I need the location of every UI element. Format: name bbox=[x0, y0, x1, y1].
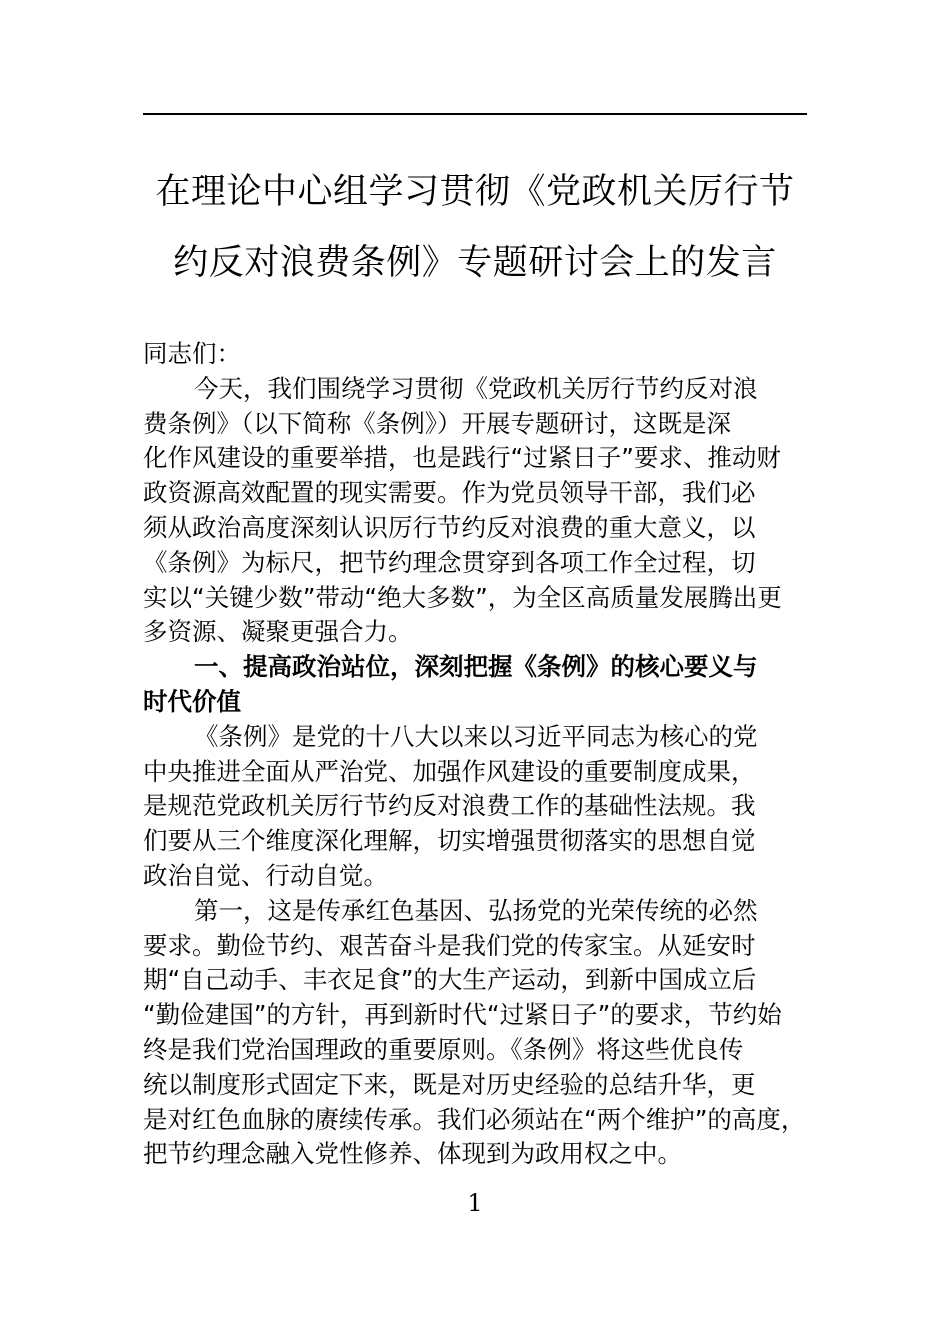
body-text-line: 《条例》是党的十八大以来以习近平同志为核心的党 bbox=[194, 721, 758, 751]
body-text-line: 期“自己动手、丰衣足食”的大生产运动，到新中国成立后 bbox=[143, 965, 757, 995]
body-text-line: 第一，这是传承红色基因、弘扬党的光荣传统的必然 bbox=[194, 895, 758, 925]
body-text-line: 把节约理念融入党性修养、体现到为政用权之中。 bbox=[143, 1139, 682, 1169]
body-text-line: 是规范党政机关厉行节约反对浪费工作的基础性法规。我 bbox=[143, 791, 756, 821]
body-text-line: 要求。勤俭节约、艰苦奋斗是我们党的传家宝。从延安时 bbox=[143, 930, 756, 960]
document-title-line-2: 约反对浪费条例》专题研讨会上的发言 bbox=[173, 243, 777, 283]
body-text-line: 政治自觉、行动自觉。 bbox=[143, 861, 388, 890]
body-text-line: 中央推进全面从严治党、加强作风建设的重要制度成果， bbox=[143, 756, 756, 786]
body-text-line: 费条例》（以下简称《条例》）开展专题研讨，这既是深 bbox=[143, 408, 731, 438]
body-text-line: “勤俭建国”的方针，再到新时代“过紧日子”的要求，节约始 bbox=[143, 1000, 782, 1030]
body-text-line: 今天，我们围绕学习贯彻《党政机关厉行节约反对浪 bbox=[194, 373, 758, 403]
body-text-line: 是对红色血脉的赓续传承。我们必须站在“两个维护”的高度， bbox=[143, 1104, 806, 1134]
section-heading-line: 一、提高政治站位，深刻把握《条例》的核心要义与 bbox=[194, 652, 758, 682]
section-heading-line: 时代价值 bbox=[143, 687, 241, 716]
body-text-line: 同志们： bbox=[143, 339, 241, 368]
body-text-line: 《条例》为标尺，把节约理念贯穿到各项工作全过程，切 bbox=[143, 547, 756, 577]
body-text-line: 须从政治高度深刻认识厉行节约反对浪费的重大意义，以 bbox=[143, 513, 756, 542]
body-text-line: 实以“关键少数”带动“绝大多数”，为全区高质量发展腾出更 bbox=[143, 582, 782, 612]
body-text-line: 统以制度形式固定下来，既是对历史经验的总结升华，更 bbox=[143, 1069, 756, 1099]
body-text-line: 们要从三个维度深化理解，切实增强贯彻落实的思想自觉 bbox=[143, 826, 756, 856]
body-text-line: 政资源高效配置的现实需要。作为党员领导干部，我们必 bbox=[143, 478, 756, 508]
document-title-line-1: 在理论中心组学习贯彻《党政机关厉行节 bbox=[155, 172, 795, 212]
page-number: 1 bbox=[467, 1189, 483, 1217]
header-rule bbox=[143, 113, 807, 115]
body-text-line: 终是我们党治国理政的重要原则。《条例》将这些优良传 bbox=[143, 1035, 744, 1064]
body-text-line: 化作风建设的重要举措，也是践行“过紧日子”要求、推动财 bbox=[143, 443, 781, 473]
body-text-line: 多资源、凝聚更强合力。 bbox=[143, 617, 413, 647]
